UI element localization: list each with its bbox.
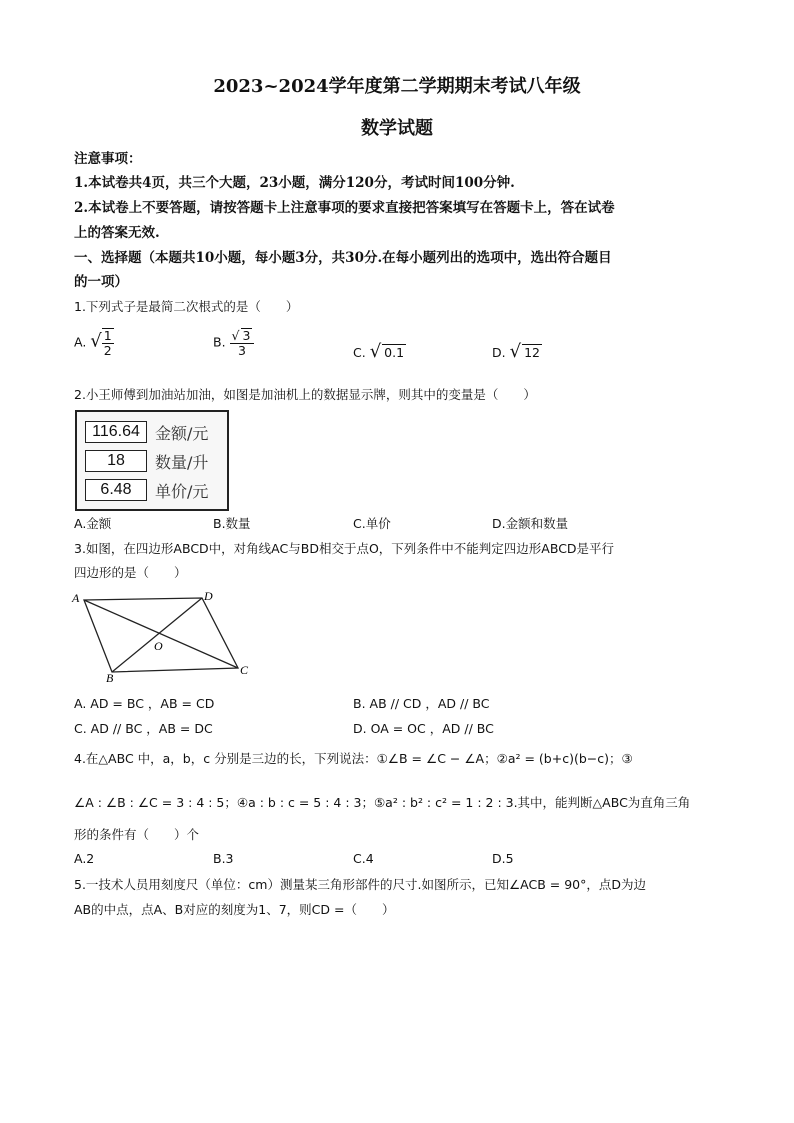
q3-option-d: D. OA = OC ，AD // BC [353,721,494,736]
q1-option-d: D. √ 12 [492,341,540,362]
notes-item-1: 1.本试卷共4页，共三个大题，23小题，满分120分，考试时间100分钟. [74,175,515,191]
vertex-b-label: B [106,671,114,684]
parallelogram-abcd [84,598,238,672]
q3-stem-line-1: 3.如图，在四边形ABCD中，对角线AC与BD相交于点O，下列条件中不能判定四边形ABCD是平行 [74,541,615,556]
diagonal-bd [112,598,202,672]
q4-option-d: D.5 [492,851,514,866]
q2-option-c: C.单价 [353,516,391,531]
point-o-label: O [154,639,163,653]
q1-option-d-label: D. [492,345,506,360]
q2-option-a: A.金额 [74,516,112,531]
section-1-heading-line-1: 一、选择题（本题共10小题，每小题3分，共30分.在每小题列出的选项中，选出符合题目 [74,250,612,266]
q1-option-c-label: C. [353,345,366,360]
q4-stem-line-2: ∠A : ∠B : ∠C = 3 : 4 : 5；④a : b : c = 5 : 4 : 3；⑤a² : b² : c² = 1 : 2 : 3.其中，能判断△ABC为直角三角 [74,795,691,810]
q3-option-c: C. AD // BC ，AB = DC [74,721,213,736]
q2-option-d: D.金额和数量 [492,516,569,531]
amount-value-box: 116.64 [85,421,147,443]
vertex-d-label: D [204,589,213,603]
q1-option-b-numerator: 3 [242,328,251,343]
exam-title: 2023~2024学年度第二学期期末考试八年级 [213,76,581,97]
q2-stem: 2.小王师傅到加油站加油，如图是加油机上的数据显示牌，则其中的变量是（ ） [74,387,536,402]
quantity-value-box: 18 [85,450,147,472]
notes-item-2-line-1: 2.本试卷上不要答题，请按答题卡上注意事项的要求直接把答案填写在答题卡上，答在试卷 [74,200,615,216]
q1-option-b-denominator: 3 [238,343,246,358]
q2-option-b: B.数量 [213,516,251,531]
q1-option-a-label: A. [74,334,87,350]
exam-subtitle: 数学试题 [361,118,433,139]
price-value-box: 6.48 [85,479,147,501]
section-1-heading-line-2: 的一项） [74,274,128,290]
q1-option-d-value: 12 [524,345,540,360]
q5-stem-line-2: AB的中点，点A、B对应的刻度为1、7，则CD =（ ） [74,902,395,917]
q1-option-b: B. $\frac{√ 3}{3}$ [213,328,254,358]
q4-option-a: A.2 [74,851,95,866]
q1-stem: 1.下列式子是最简二次根式的是（ ） [74,299,299,314]
q3-stem-line-2: 四边形的是（ ） [74,565,187,580]
q1-option-a-numerator: 1 [103,328,112,343]
q4-option-b: B.3 [213,851,234,866]
q3-option-b: B. AB // CD ，AD // BC [353,696,490,711]
q1-option-a-denominator: 2 [103,343,112,358]
quantity-label: 数量/升 [155,453,209,472]
vertex-a-label: A [72,591,80,605]
q1-option-c: C. √ 0.1 [353,341,405,362]
q1-option-b-label: B. [213,334,226,350]
fuel-pump-display [75,410,229,511]
q3-option-a: A. AD = BC ，AB = CD [74,696,215,711]
q1-option-a: A. √ $\frac{1}{2}$ [74,328,112,358]
q4-stem-line-3: 形的条件有（ ）个 [74,827,200,842]
parallelogram-figure [70,588,255,684]
q1-option-c-value: 0.1 [384,345,405,360]
price-label: 单价/元 [155,482,209,501]
q5-stem-line-1: 5.一技术人员用刻度尺（单位：cm）测量某三角形部件的尺寸.如图所示，已知∠ACB = 90°，点D为边 [74,877,646,892]
notes-item-2-line-2: 上的答案无效. [74,225,160,241]
amount-label: 金额/元 [155,424,209,443]
notes-heading: 注意事项： [74,151,142,167]
vertex-c-label: C [240,663,249,677]
q4-option-c: C.4 [353,851,374,866]
q4-stem-line-1: 4.在△ABC 中，a，b，c 分别是三边的长，下列说法：①∠B = ∠C − ∠A；②a² = (b+c)(b−c)；③ [74,751,633,766]
